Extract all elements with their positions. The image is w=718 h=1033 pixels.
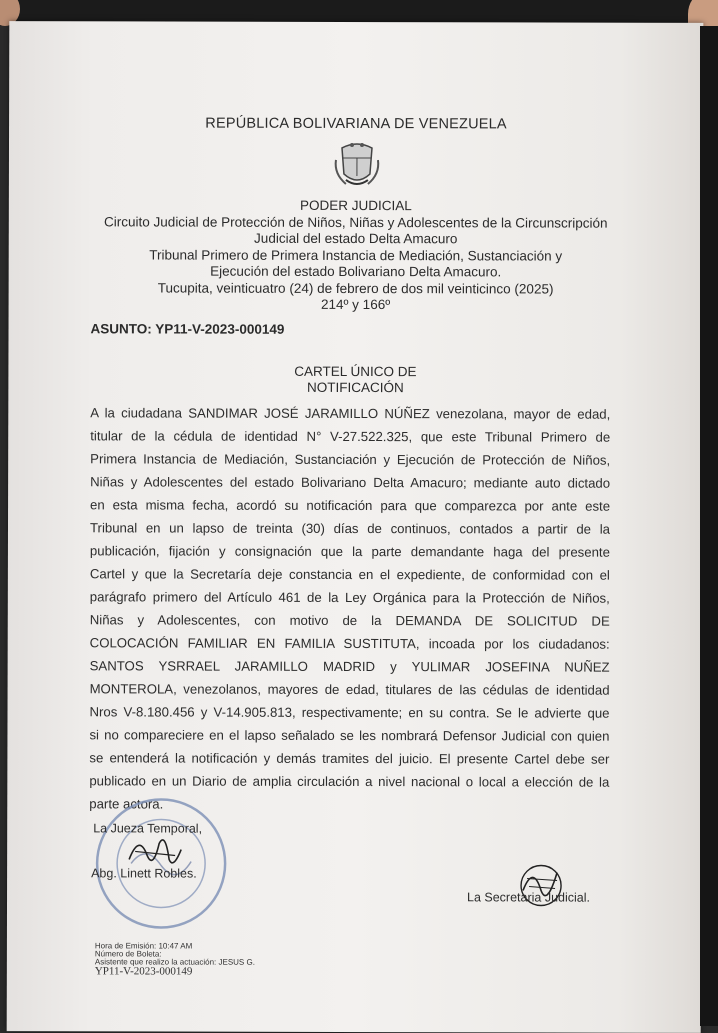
- title-cartel: CARTEL ÚNICO DE: [8, 363, 702, 380]
- judge-name: Abg. Linett Robles.: [91, 866, 197, 880]
- coat-of-arms-icon: [332, 140, 382, 192]
- body-line: Niñas y Adolescentes del estado Bolivariano Delta Amacuro; mediante auto dictado: [90, 474, 610, 490]
- header-tribunal-1: Tribunal Primero de Primera Instancia de Mediación, Sustanciación y: [9, 247, 703, 264]
- body-line: parte actora.: [89, 796, 609, 812]
- title-notificacion: NOTIFICACIÓN: [8, 379, 702, 396]
- meta-hora: Hora de Emisión: 10:47 AM: [95, 941, 192, 950]
- body-line: MONTEROLA, venezolanos, mayores de edad, titulares de las cédulas de identidad: [90, 681, 610, 697]
- body-line: se entenderá la notificación y demás tramites del juicio. El presente Cartel debe ser: [89, 750, 609, 766]
- dark-edge: [700, 26, 718, 1026]
- body-line: publicación, fijación y consignación que la parte demandante haga del presente: [90, 543, 610, 559]
- judge-title: La Jueza Temporal,: [93, 821, 202, 835]
- body-line: Nros V-8.180.456 y V-14.905.813, respectivamente; en su contra. Se le advierte que: [89, 704, 609, 720]
- body-line: titular de la cédula de identidad N° V-27.522.325, que este Tribunal Primero de: [90, 428, 610, 444]
- secretary-title: La Secretaria Judicial.: [467, 890, 590, 904]
- body-line: Primera Instancia de Mediación, Sustanciación y Ejecución de Protección de Niños,: [90, 451, 610, 467]
- header-poder: PODER JUDICIAL: [9, 197, 703, 214]
- footer-code: YP11-V-2023-000149: [95, 965, 193, 977]
- header-anios: 214º y 166º: [9, 296, 703, 313]
- body-line: Cartel y que la Secretaría deje constancia en el expediente, de conformidad con el: [90, 566, 610, 582]
- header-fecha: Tucupita, veinticuatro (24) de febrero de dos mil veinticinco (2025): [9, 280, 703, 297]
- header-tribunal-2: Ejecución del estado Bolivariano Delta Amacuro.: [9, 263, 703, 280]
- meta-asistente: Asistente que realizo la actuación: JESUS G.: [95, 957, 255, 966]
- body-line: SANTOS YSRRAEL JARAMILLO MADRID y YULIMAR JOSEFINA NUÑEZ: [90, 658, 610, 674]
- body-line: parágrafo primero del Artículo 461 de la Ley Orgánica para la Protección de Niños,: [90, 589, 610, 605]
- body-line: COLOCACIÓN FAMILIAR EN FAMILIA SUSTITUTA, incoada por los ciudadanos:: [90, 635, 610, 651]
- meta-boleta: Número de Boleta:: [95, 949, 162, 958]
- body-line: A la ciudadana SANDIMAR JOSÉ JARAMILLO NÚÑEZ venezolana, mayor de edad,: [90, 405, 610, 421]
- body-line: en esta misma fecha, acordó su notificación para que comparezca por ante este: [90, 497, 610, 513]
- header-republic: REPÚBLICA BOLIVARIANA DE VENEZUELA: [9, 115, 703, 133]
- body-line: Tribunal en un lapso de treinta (30) días de continuos, contados a partir de la: [90, 520, 610, 536]
- document-page: [7, 21, 704, 1033]
- body-line: Niñas y Adolescentes, con motivo de la DEMANDA DE SOLICITUD DE: [90, 612, 610, 628]
- body-line: publicado en un Diario de amplia circulación a nivel nacional o local a elección de la: [89, 773, 609, 789]
- header-circuito-1: Circuito Judicial de Protección de Niños, Niñas y Adolescentes de la Circunscripción: [9, 214, 703, 231]
- header-circuito-2: Judicial del estado Delta Amacuro: [9, 230, 703, 247]
- body-line: si no compareciere en el lapso señalado se les nombrará Defensor Judicial con quien: [89, 727, 609, 743]
- asunto-line: ASUNTO: YP11-V-2023-000149: [90, 321, 284, 337]
